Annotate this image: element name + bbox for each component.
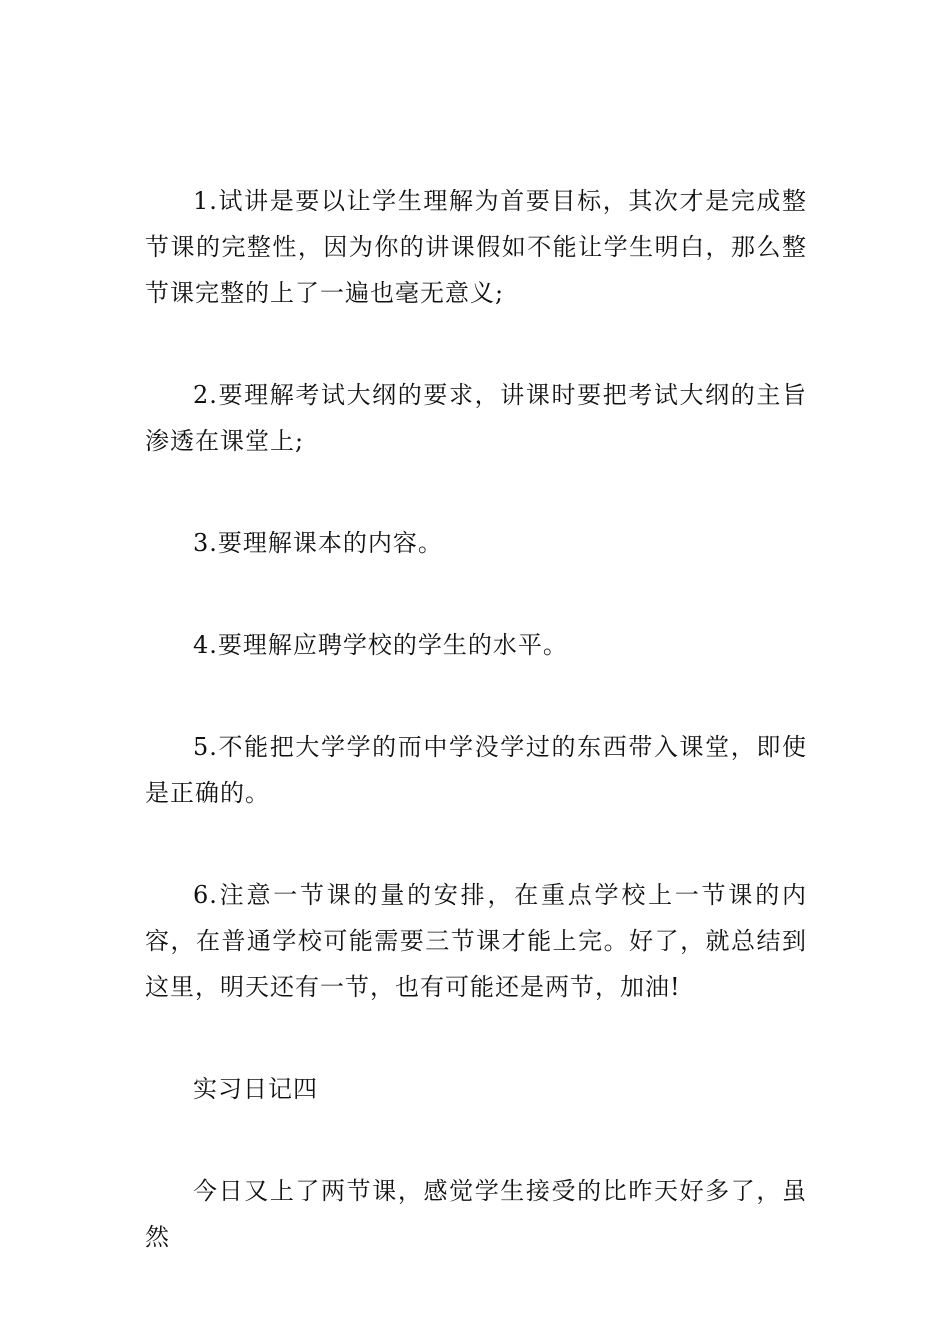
section-heading: 实习日记四: [193, 1075, 318, 1103]
document-body: [145, 178, 807, 1316]
paragraph-item-5: 5.不能把大学学的而中学没学过的东西带入课堂，即使是正确的。: [145, 733, 807, 807]
paragraph-item-7: 今日又上了两节课，感觉学生接受的比昨天好多了，虽然: [145, 1177, 807, 1251]
paragraph-item-6: 6.注意一节课的量的安排，在重点学校上一节课的内容，在普通学校可能需要三节课才能上完。好了，就总结到这里，明天还有一节，也有可能还是两节，加油!: [145, 881, 807, 1001]
paragraph-item-1: 1.试讲是要以让学生理解为首要目标，其次才是完成整节课的完整性，因为你的讲课假如不能让学生明白，那么整节课完整的上了一遍也毫无意义;: [145, 187, 807, 307]
paragraph-item-4: 4.要理解应聘学校的学生的水平。: [193, 631, 568, 659]
paragraph-item-3: 3.要理解课本的内容。: [193, 529, 443, 557]
paragraph-item-2: 2.要理解考试大纲的要求，讲课时要把考试大纲的主旨渗透在课堂上;: [145, 381, 807, 455]
